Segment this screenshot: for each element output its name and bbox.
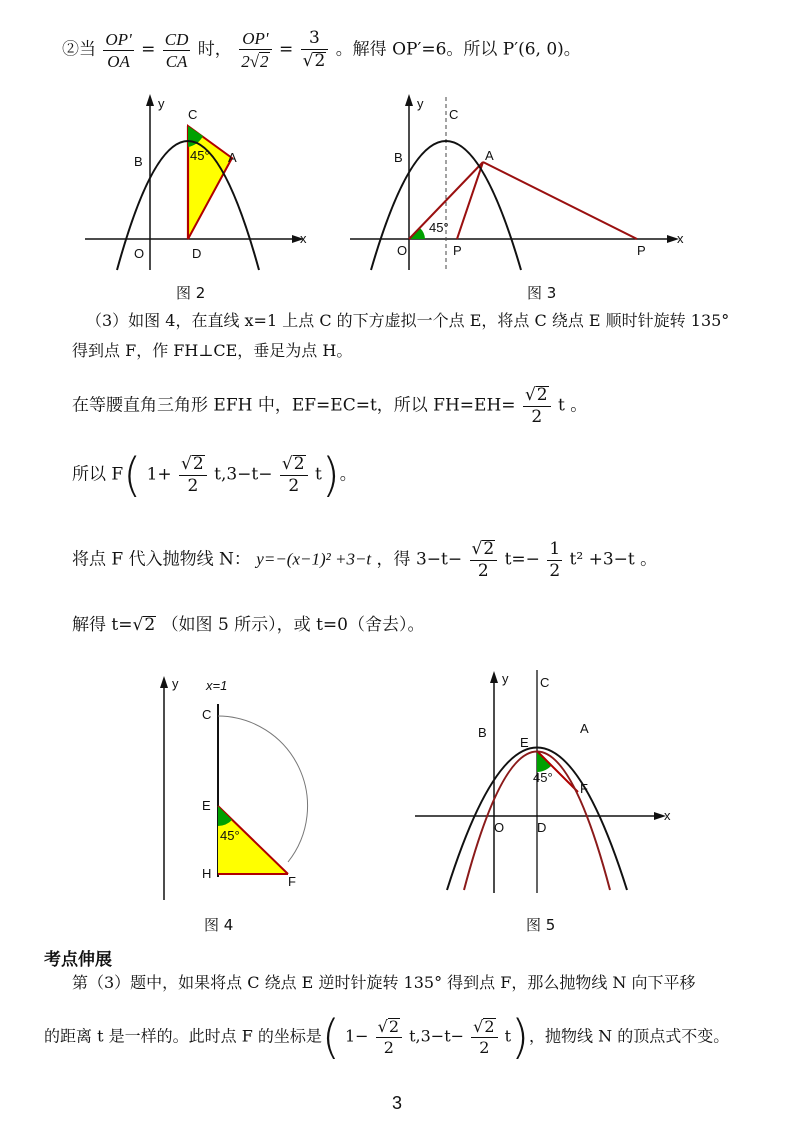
text: 在等腰直角三角形 EFH 中，EF=EC=t，所以 FH=EH= xyxy=(72,395,516,416)
frac-sqrt2-2 xyxy=(523,386,551,426)
line-x-eq-1: x=1 xyxy=(206,678,228,693)
eq: = xyxy=(141,39,156,60)
num: √2 xyxy=(470,540,498,561)
point-d: D xyxy=(537,820,547,835)
point-f: F xyxy=(288,874,296,889)
point-p-prime: P xyxy=(637,243,646,258)
den: 2 xyxy=(549,560,561,581)
num: OP' xyxy=(239,30,271,50)
y-label: y xyxy=(502,671,509,686)
y-label: y xyxy=(172,676,179,691)
point-a: A xyxy=(485,148,494,163)
angle-label: 45° xyxy=(429,220,449,235)
point-e: E xyxy=(520,735,529,750)
den: 2√2 xyxy=(241,52,269,71)
num: CD xyxy=(164,29,189,49)
y-label: y xyxy=(158,96,165,111)
den: CA xyxy=(165,51,188,71)
paren-left: ( xyxy=(123,448,142,502)
x-label: x xyxy=(677,231,684,246)
frac-sqrt2-2 xyxy=(471,1018,497,1056)
den: √2 xyxy=(302,51,326,71)
den: 2 xyxy=(187,476,199,496)
text: 1+ xyxy=(146,464,172,485)
angle-label: 45° xyxy=(220,828,240,843)
angle-label: 45° xyxy=(190,148,210,163)
sqrt: 2 xyxy=(192,454,204,474)
figure-4 xyxy=(150,672,350,902)
den: 2 xyxy=(288,476,300,496)
text: t xyxy=(314,464,322,485)
num: √2 xyxy=(280,455,308,476)
num: OP' xyxy=(105,29,132,49)
point-p: P xyxy=(453,243,462,258)
sqrt: 2 xyxy=(314,51,326,71)
text: 1− xyxy=(344,1026,369,1046)
point-c: C xyxy=(540,675,550,690)
x-label: x xyxy=(300,231,307,246)
point-b: B xyxy=(394,150,403,165)
frac-op-oa xyxy=(103,31,133,70)
line-1 xyxy=(62,30,581,70)
point-a: A xyxy=(228,150,237,165)
text: 。解得 OP′=6。所以 P′(6, 0)。 xyxy=(335,39,581,60)
paren-right: ) xyxy=(511,1010,530,1064)
frac-op-2sqrt2 xyxy=(239,30,271,70)
sqrt: 2 xyxy=(536,385,548,405)
point-a: A xyxy=(580,721,589,736)
point-o: O xyxy=(494,820,505,835)
figure-3 xyxy=(345,92,695,272)
x-label: x xyxy=(664,808,671,823)
figure-5 xyxy=(410,665,680,895)
den: 2 xyxy=(383,1038,394,1057)
text: t xyxy=(504,1026,512,1046)
caption-fig2: 图 2 xyxy=(176,284,206,302)
frac-sqrt2-2 xyxy=(179,455,207,495)
point-c: C xyxy=(188,107,198,122)
caption-fig5: 图 5 xyxy=(526,916,556,934)
text: 将点 F 代入抛物线 N： xyxy=(72,549,251,570)
sqrt: 2 xyxy=(388,1017,400,1036)
ext-line2 xyxy=(44,1010,730,1064)
frac-1-2 xyxy=(547,538,562,581)
sqrt: 2 xyxy=(484,1017,495,1036)
ext-line1: 第（3）题中，如果将点 C 绕点 E 逆时针旋转 135° 得到点 F，那么抛物线 N 向下平移 xyxy=(72,973,696,992)
figure-2 xyxy=(80,92,310,272)
parabola-equation: y=−(x−1)² +3−t xyxy=(256,549,372,569)
point-f: F xyxy=(580,781,588,796)
y-label: y xyxy=(417,96,424,111)
paren-right: ) xyxy=(321,448,340,502)
den: OA xyxy=(107,51,130,71)
den: 2 xyxy=(531,407,543,427)
text: ，抛物线 N 的顶点式不变。 xyxy=(529,1026,730,1046)
sqrt: 2 xyxy=(293,454,305,474)
text: 时， xyxy=(197,39,232,60)
point-e: E xyxy=(202,798,211,813)
point-c: C xyxy=(449,107,459,122)
page-number: 3 xyxy=(391,1093,402,1113)
eq: = xyxy=(278,39,294,60)
point-b: B xyxy=(478,725,487,740)
frac-sqrt2-2 xyxy=(280,455,308,495)
text: 所以 F xyxy=(72,464,124,485)
den: 2 xyxy=(479,1038,490,1057)
text: ，得 3−t− xyxy=(376,549,463,570)
line-isosceles xyxy=(72,386,587,426)
text: t 。 xyxy=(558,395,588,416)
text: ②当 xyxy=(62,39,96,60)
point-o: O xyxy=(134,246,145,261)
num: √2 xyxy=(376,1018,402,1038)
num: √2 xyxy=(471,1018,497,1038)
angle-label: 45° xyxy=(533,770,553,785)
para3-line1: （3）如图 4，在直线 x=1 上点 C 的下方虚拟一个点 E，将点 C 绕点 E 顺时针旋转 135° xyxy=(86,311,730,330)
section-heading: 考点伸展 xyxy=(44,950,112,970)
point-d: D xyxy=(192,246,202,261)
num: √2 xyxy=(179,455,207,476)
sqrt: 2 xyxy=(144,615,156,635)
caption-fig3: 图 3 xyxy=(527,284,557,302)
point-c: C xyxy=(202,707,212,722)
sqrt: 2 xyxy=(483,539,495,559)
text: t,3−t− xyxy=(214,464,273,485)
den-pre: 2 xyxy=(241,52,250,71)
num: 1 xyxy=(549,538,561,559)
text: t,3−t− xyxy=(409,1026,465,1046)
frac-sqrt2-2 xyxy=(470,540,498,580)
text: （如图 5 所示），或 t=0（舍去）。 xyxy=(161,615,425,635)
line-solve: 解得 t=√2 （如图 5 所示），或 t=0（舍去）。 xyxy=(72,615,425,635)
paren-left: ( xyxy=(321,1010,340,1064)
text: 的距离 t 是一样的。此时点 F 的坐标是 xyxy=(44,1026,322,1046)
point-o: O xyxy=(397,243,408,258)
sqrt: 2 xyxy=(260,52,269,71)
caption-fig4: 图 4 xyxy=(204,916,234,934)
para3-line2: 得到点 F，作 FH⊥CE，垂足为点 H。 xyxy=(72,341,353,360)
text: t=− xyxy=(504,549,540,570)
point-b: B xyxy=(134,154,143,169)
point-h: H xyxy=(202,866,212,881)
frac-3-sqrt2 xyxy=(301,30,329,70)
num: 3 xyxy=(301,30,329,50)
num: √2 xyxy=(523,386,551,407)
text: 。 xyxy=(339,464,357,485)
frac-sqrt2-2 xyxy=(376,1018,402,1056)
den: 2 xyxy=(477,561,489,581)
text: 解得 t= xyxy=(72,615,133,635)
frac-cd-ca xyxy=(163,31,191,70)
text: t² +3−t 。 xyxy=(569,549,658,570)
line-substitute xyxy=(72,540,657,580)
line-f-coordinates xyxy=(72,448,357,502)
